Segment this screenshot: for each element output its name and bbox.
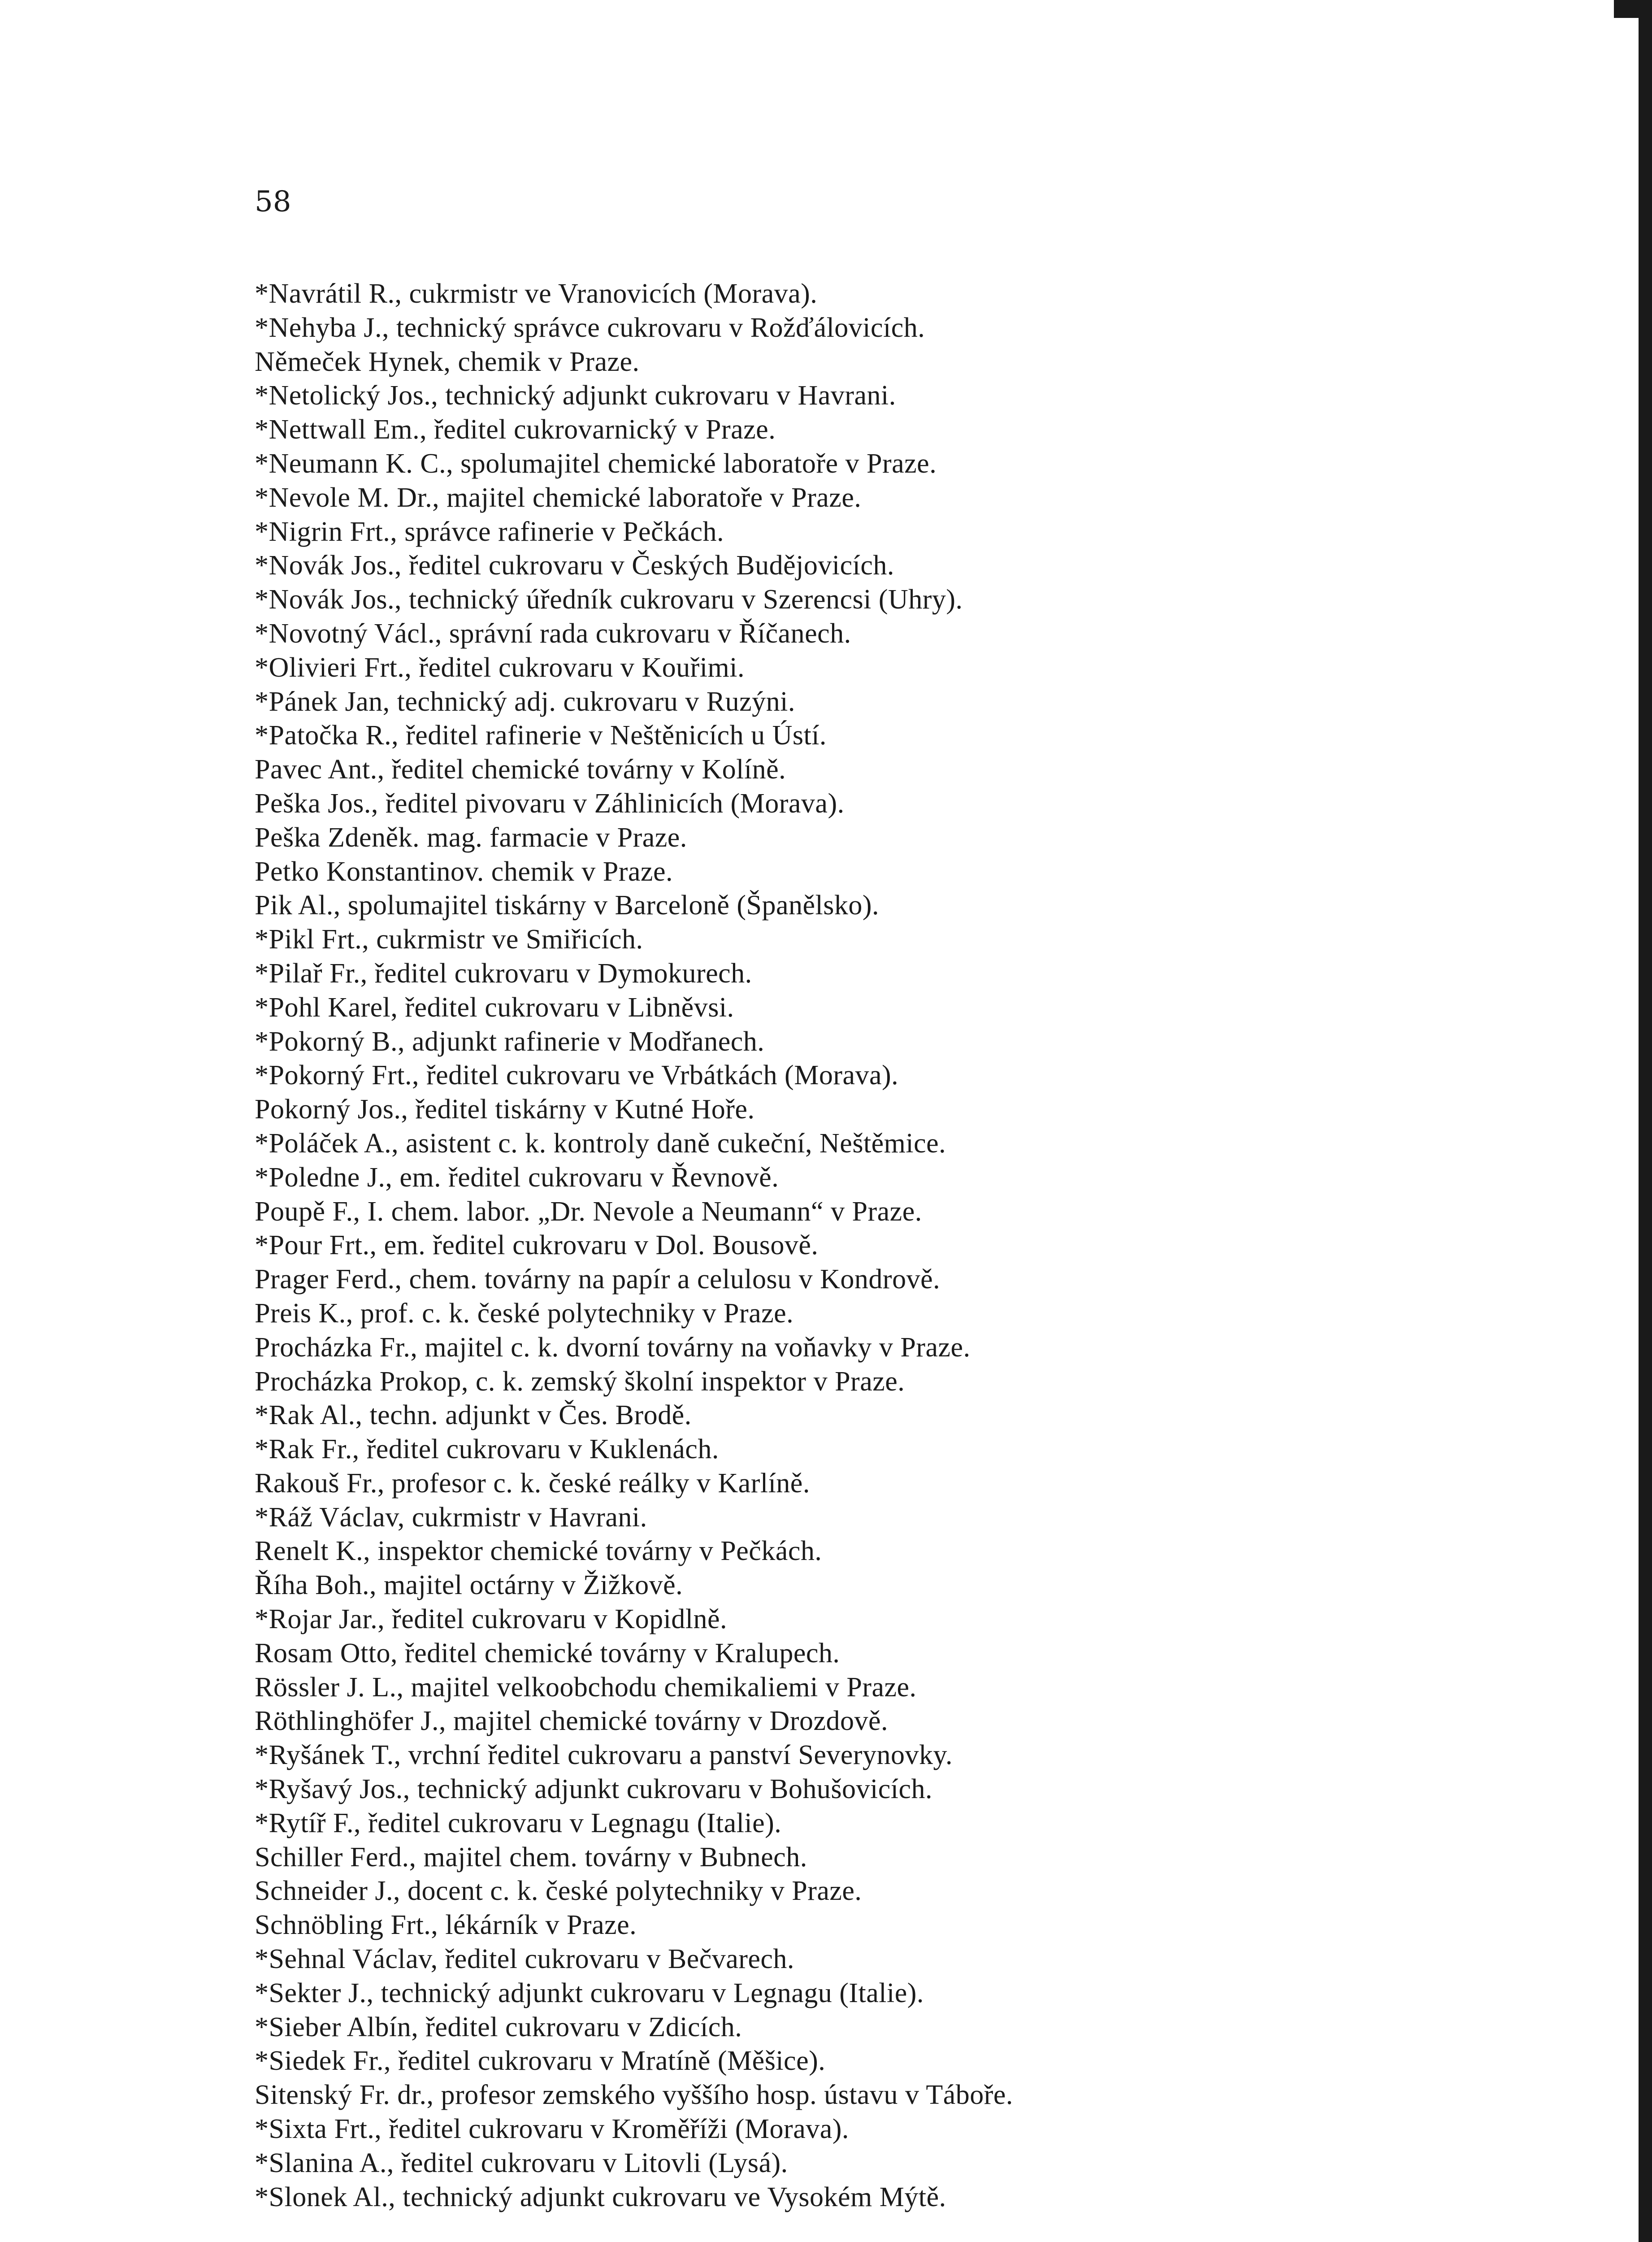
directory-entry: *Poledne J., em. ředitel cukrovaru v Řevnově. — [255, 1162, 779, 1193]
directory-entry: Němeček Hynek, chemik v Praze. — [255, 346, 640, 377]
directory-entry: *Netolický Jos., technický adjunkt cukrovaru v Havrani. — [255, 380, 896, 411]
directory-entry: *Rak Fr., ředitel cukrovaru v Kuklenách. — [255, 1434, 719, 1465]
directory-entry: *Sieber Albín, ředitel cukrovaru v Zdicích. — [255, 2012, 742, 2042]
directory-entry: Sitenský Fr. dr., profesor zemského vyššího hosp. ústavu v Táboře. — [255, 2080, 1013, 2111]
directory-entry: *Sekter J., technický adjunkt cukrovaru v Legnagu (Italie). — [255, 1977, 924, 2008]
directory-entry: Rosam Otto, ředitel chemické továrny v Kralupech. — [255, 1638, 840, 1668]
directory-entry: *Sixta Frt., ředitel cukrovaru v Kroměříži (Morava). — [255, 2114, 849, 2145]
directory-entry: Röthlinghöfer J., majitel chemické továrny v Drozdově. — [255, 1706, 889, 1737]
directory-entry: *Sehnal Václav, ředitel cukrovaru v Bečvarech. — [255, 1944, 794, 1975]
directory-entry: Rakouš Fr., profesor c. k. české reálky v Karlíně. — [255, 1468, 810, 1499]
directory-entry: *Novotný Václ., správní rada cukrovaru v Říčanech. — [255, 618, 851, 649]
directory-entry: *Ryšavý Jos., technický adjunkt cukrovaru v Bohušovicích. — [255, 1774, 933, 1805]
directory-entry: *Rojar Jar., ředitel cukrovaru v Kopidlně. — [255, 1604, 728, 1635]
directory-entry: Renelt K., inspektor chemické továrny v Pečkách. — [255, 1536, 822, 1567]
directory-entry: *Pánek Jan, technický adj. cukrovaru v Ruzýni. — [255, 686, 795, 717]
directory-entry: Schnöbling Frt., lékárník v Praze. — [255, 1910, 637, 1941]
directory-entry: *Pikl Frt., cukrmistr ve Smiřicích. — [255, 924, 643, 955]
directory-entry: *Neumann K. C., spolumajitel chemické laboratoře v Praze. — [255, 448, 937, 479]
directory-entry: Petko Konstantinov. chemik v Praze. — [255, 856, 673, 887]
directory-entry: *Novák Jos., technický úředník cukrovaru v Szerencsi (Uhry). — [255, 584, 963, 615]
directory-entry: Prager Ferd., chem. továrny na papír a celulosu v Kondrově. — [255, 1264, 941, 1295]
directory-entry: *Pour Frt., em. ředitel cukrovaru v Dol. Bousově. — [255, 1230, 819, 1261]
directory-entry: Schiller Ferd., majitel chem. továrny v Bubnech. — [255, 1842, 807, 1873]
directory-entry: *Nigrin Frt., správce rafinerie v Pečkách. — [255, 516, 724, 547]
directory-entry: Procházka Fr., majitel c. k. dvorní továrny na voňavky v Praze. — [255, 1332, 971, 1363]
directory-entry: *Pohl Karel, ředitel cukrovaru v Libněvsi. — [255, 992, 734, 1023]
scan-border-right — [1639, 0, 1652, 2242]
directory-entry: *Nevole M. Dr., majitel chemické laboratoře v Praze. — [255, 482, 862, 513]
directory-entry: *Slonek Al., technický adjunkt cukrovaru ve Vysokém Mýtě. — [255, 2181, 946, 2212]
directory-entry: *Rak Al., techn. adjunkt v Čes. Brodě. — [255, 1400, 692, 1431]
directory-entry: Pavec Ant., ředitel chemické továrny v Kolíně. — [255, 754, 786, 785]
directory-entry: Schneider J., docent c. k. české polytechniky v Praze. — [255, 1876, 862, 1907]
directory-entry: *Pokorný Frt., ředitel cukrovaru ve Vrbátkách (Morava). — [255, 1060, 899, 1091]
directory-entry: Rössler J. L., majitel velkoobchodu chemikaliemi v Praze. — [255, 1672, 917, 1703]
scan-border-top-corner — [1614, 0, 1652, 18]
directory-entry: Říha Boh., majitel octárny v Žižkově. — [255, 1570, 683, 1601]
directory-entry: *Ryšánek T., vrchní ředitel cukrovaru a panství Severynovky. — [255, 1740, 953, 1771]
directory-entry: Peška Zdeněk. mag. farmacie v Praze. — [255, 822, 687, 853]
directory-entry: *Rytíř F., ředitel cukrovaru v Legnagu (Italie). — [255, 1808, 782, 1838]
directory-entry: Pokorný Jos., ředitel tiskárny v Kutné Hoře. — [255, 1094, 755, 1125]
directory-entry: *Ráž Václav, cukrmistr v Havrani. — [255, 1502, 647, 1533]
directory-entry: *Siedek Fr., ředitel cukrovaru v Mratíně (Měšice). — [255, 2046, 826, 2077]
directory-entry: Peška Jos., ředitel pivovaru v Záhlinicích (Morava). — [255, 788, 845, 819]
directory-entry: *Patočka R., ředitel rafinerie v Neštěnicích u Ústí. — [255, 720, 827, 751]
directory-entry: Preis K., prof. c. k. české polytechniky v Praze. — [255, 1298, 794, 1329]
directory-entry: *Nettwall Em., ředitel cukrovarnický v Praze. — [255, 414, 776, 445]
directory-entry: *Poláček A., asistent c. k. kontroly daně cukeční, Neštěmice. — [255, 1128, 946, 1159]
directory-entry: Poupě F., I. chem. labor. „Dr. Nevole a Neumann“ v Praze. — [255, 1196, 922, 1227]
page-number: 58 — [255, 185, 291, 218]
directory-entry: Procházka Prokop, c. k. zemský školní inspektor v Praze. — [255, 1366, 905, 1397]
directory-entry: *Pilař Fr., ředitel cukrovaru v Dymokurech. — [255, 958, 752, 989]
directory-entry-list — [255, 277, 1398, 2214]
directory-entry: Pik Al., spolumajitel tiskárny v Barceloně (Španělsko). — [255, 890, 880, 921]
directory-entry: *Novák Jos., ředitel cukrovaru v Českých Budějovicích. — [255, 550, 894, 581]
directory-entry: *Olivieri Frt., ředitel cukrovaru v Kouřimi. — [255, 652, 745, 683]
directory-entry: *Nehyba J., technický správce cukrovaru v Rožďálovicích. — [255, 312, 925, 343]
directory-entry: *Pokorný B., adjunkt rafinerie v Modřanech. — [255, 1026, 765, 1057]
directory-entry: *Navrátil R., cukrmistr ve Vranovicích (Morava). — [255, 278, 818, 309]
directory-entry: *Slanina A., ředitel cukrovaru v Litovli (Lysá). — [255, 2147, 788, 2178]
